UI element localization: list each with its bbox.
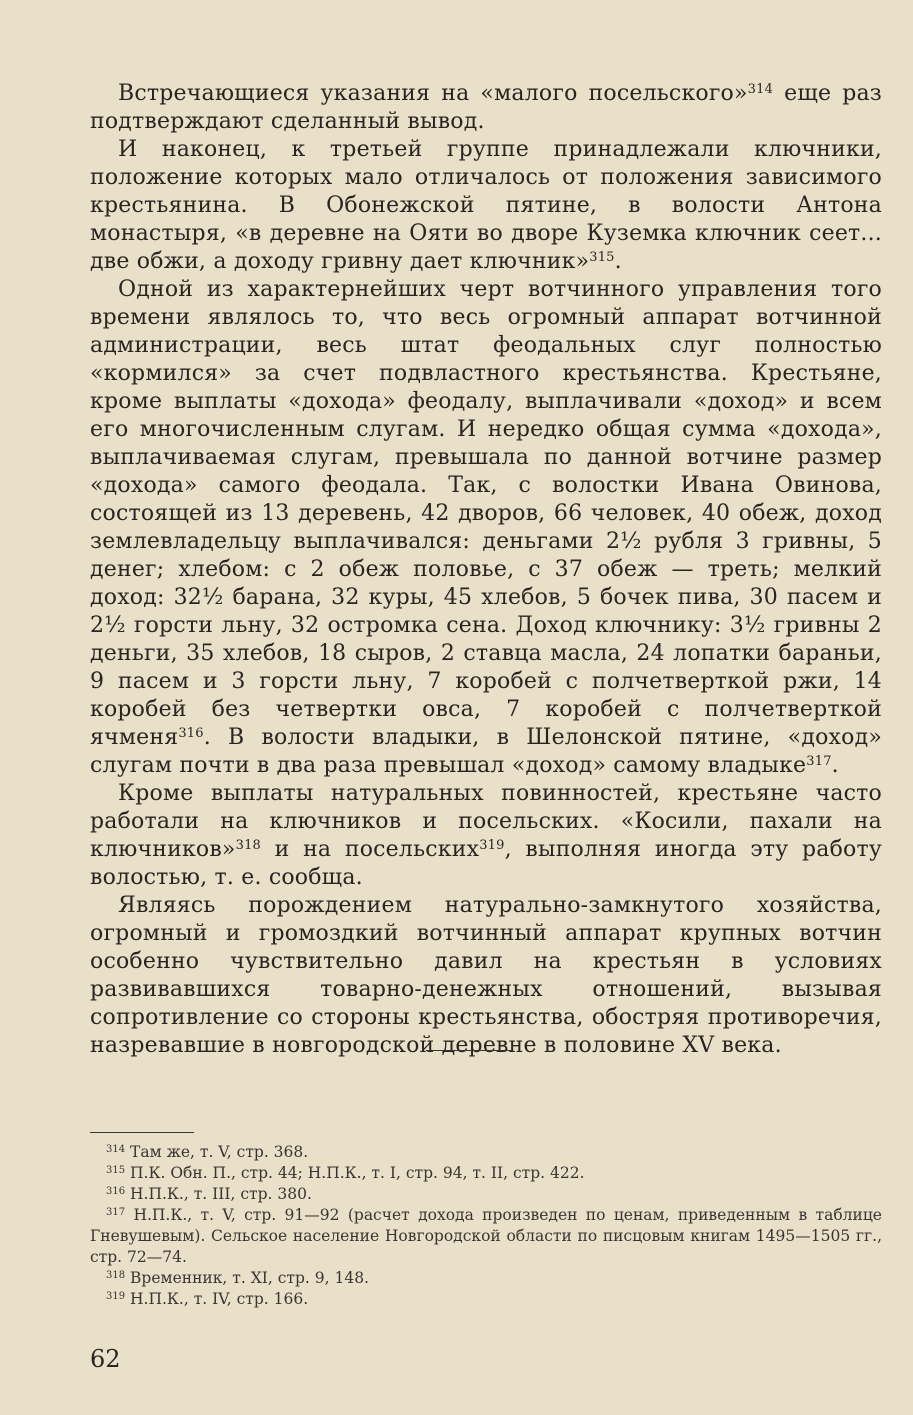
paragraph: Кроме выплаты натуральных повинностей, крестьяне часто работали на ключников и посельских. «Косили, пахали на ключников»$^{318}$ и на посельских$^{319}$, выполняя иногда эту работу волостью, т. е. сообща. — [90, 781, 882, 890]
page-number: 62 — [90, 1345, 121, 1373]
footnote: $^{316}$ Н.П.К., т. III, стр. 380. — [106, 1185, 312, 1203]
body-text — [90, 80, 882, 1060]
paragraph: Являясь порождением натурально-замкнутого хозяйства, огромный и громоздкий вотчинный аппарат крупных вотчин особенно чувствительно давил на крестьян в условиях развивавшихся товарно-денежных отношений, вызывая сопротивление со стороны крестьянства, обостряя противоречия, назревавшие в новгородской деревне в половине XV века. — [90, 893, 882, 1058]
footnote: $^{318}$ Временник, т. XI, стр. 9, 148. — [106, 1269, 369, 1287]
footnote-ref[interactable]: 315 — [589, 250, 615, 265]
footnote-ref[interactable]: 316 — [178, 726, 204, 741]
footnote-ref[interactable]: 314 — [747, 82, 774, 97]
footnote-rule — [90, 1132, 194, 1133]
footnote: $^{314}$ Там же, т. V, стр. 368. — [106, 1143, 309, 1161]
footnote-ref[interactable]: 318 — [235, 838, 262, 853]
paragraph: Встречающиеся указания на «малого посельского»$^{314}$ еще раз подтверждают сделанный вывод. — [90, 81, 882, 134]
footnote: $^{319}$ Н.П.К., т. IV, стр. 166. — [106, 1290, 309, 1308]
footnote: $^{315}$ П.К. Обн. П., стр. 44; Н.П.К., т. I, стр. 94, т. II, стр. 422. — [106, 1164, 585, 1182]
footnotes — [90, 1142, 882, 1310]
footnote-ref[interactable]: 319 — [479, 838, 505, 853]
footnote: $^{317}$ Н.П.К., т. V, стр. 91—92 (расчет дохода произведен по ценам, приведенным в таблице Гневушевым). Сельское население Новгородской области по писцовым книгам 1495—1505 гг., стр. 72—74. — [90, 1206, 882, 1266]
paragraph: Одной из характернейших черт вотчинного управления того времени являлось то, что весь огромный аппарат вотчинной администрации, весь штат феодальных слуг полностью «кормился» за счет подвластного крестьянства. Крестьяне, кроме выплаты «дохода» феодалу, выплачивали «доход» и всем его многочисленным слугам. И нередко общая сумма «дохода», выплачиваемая слугам, превышала по данной вотчине размер «дохода» самого феодала. Так, с волостки Ивана Овинова, состоящей из 13 деревень, 42 дворов, 66 человек, 40 обеж, доход землевладельцу выплачивался: деньгами 2½ рубля 3 гривны, 5 денег; хлебом: с 2 обеж половье, с 37 обеж — треть; мелкий доход: 32½ барана, 32 куры, 45 хлебов, 5 бочек пива, 30 пасем и 2½ горсти льну, 32 остромка сена. Доход ключнику: 3½ гривны 2 деньги, 35 хлебов, 18 сыров, 2 ставца масла, 24 лопатки бараньи, 9 пасем и 3 горсти льну, 7 коробей с полчетверткой ржи, 14 коробей без четвертки овса, 7 коробей с полчетверткой ячменя$^{316}$. В волости владыки, в Шелонской пятине, «доход» слугам почти в два раза превышал «доход» самому владыке$^{317}$. — [90, 277, 882, 778]
footnote-ref[interactable]: 317 — [806, 754, 832, 769]
section-divider — [426, 1050, 512, 1051]
paragraph: И наконец, к третьей группе принадлежали ключники, положение которых мало отличалось от положения зависимого крестьянина. В Обонежской пятине, в волости Антона монастыря, «в деревне на Ояти во дворе Куземка ключник сеет... две обжи, а доходу гривну дает ключник»$^{315}$. — [90, 137, 882, 274]
